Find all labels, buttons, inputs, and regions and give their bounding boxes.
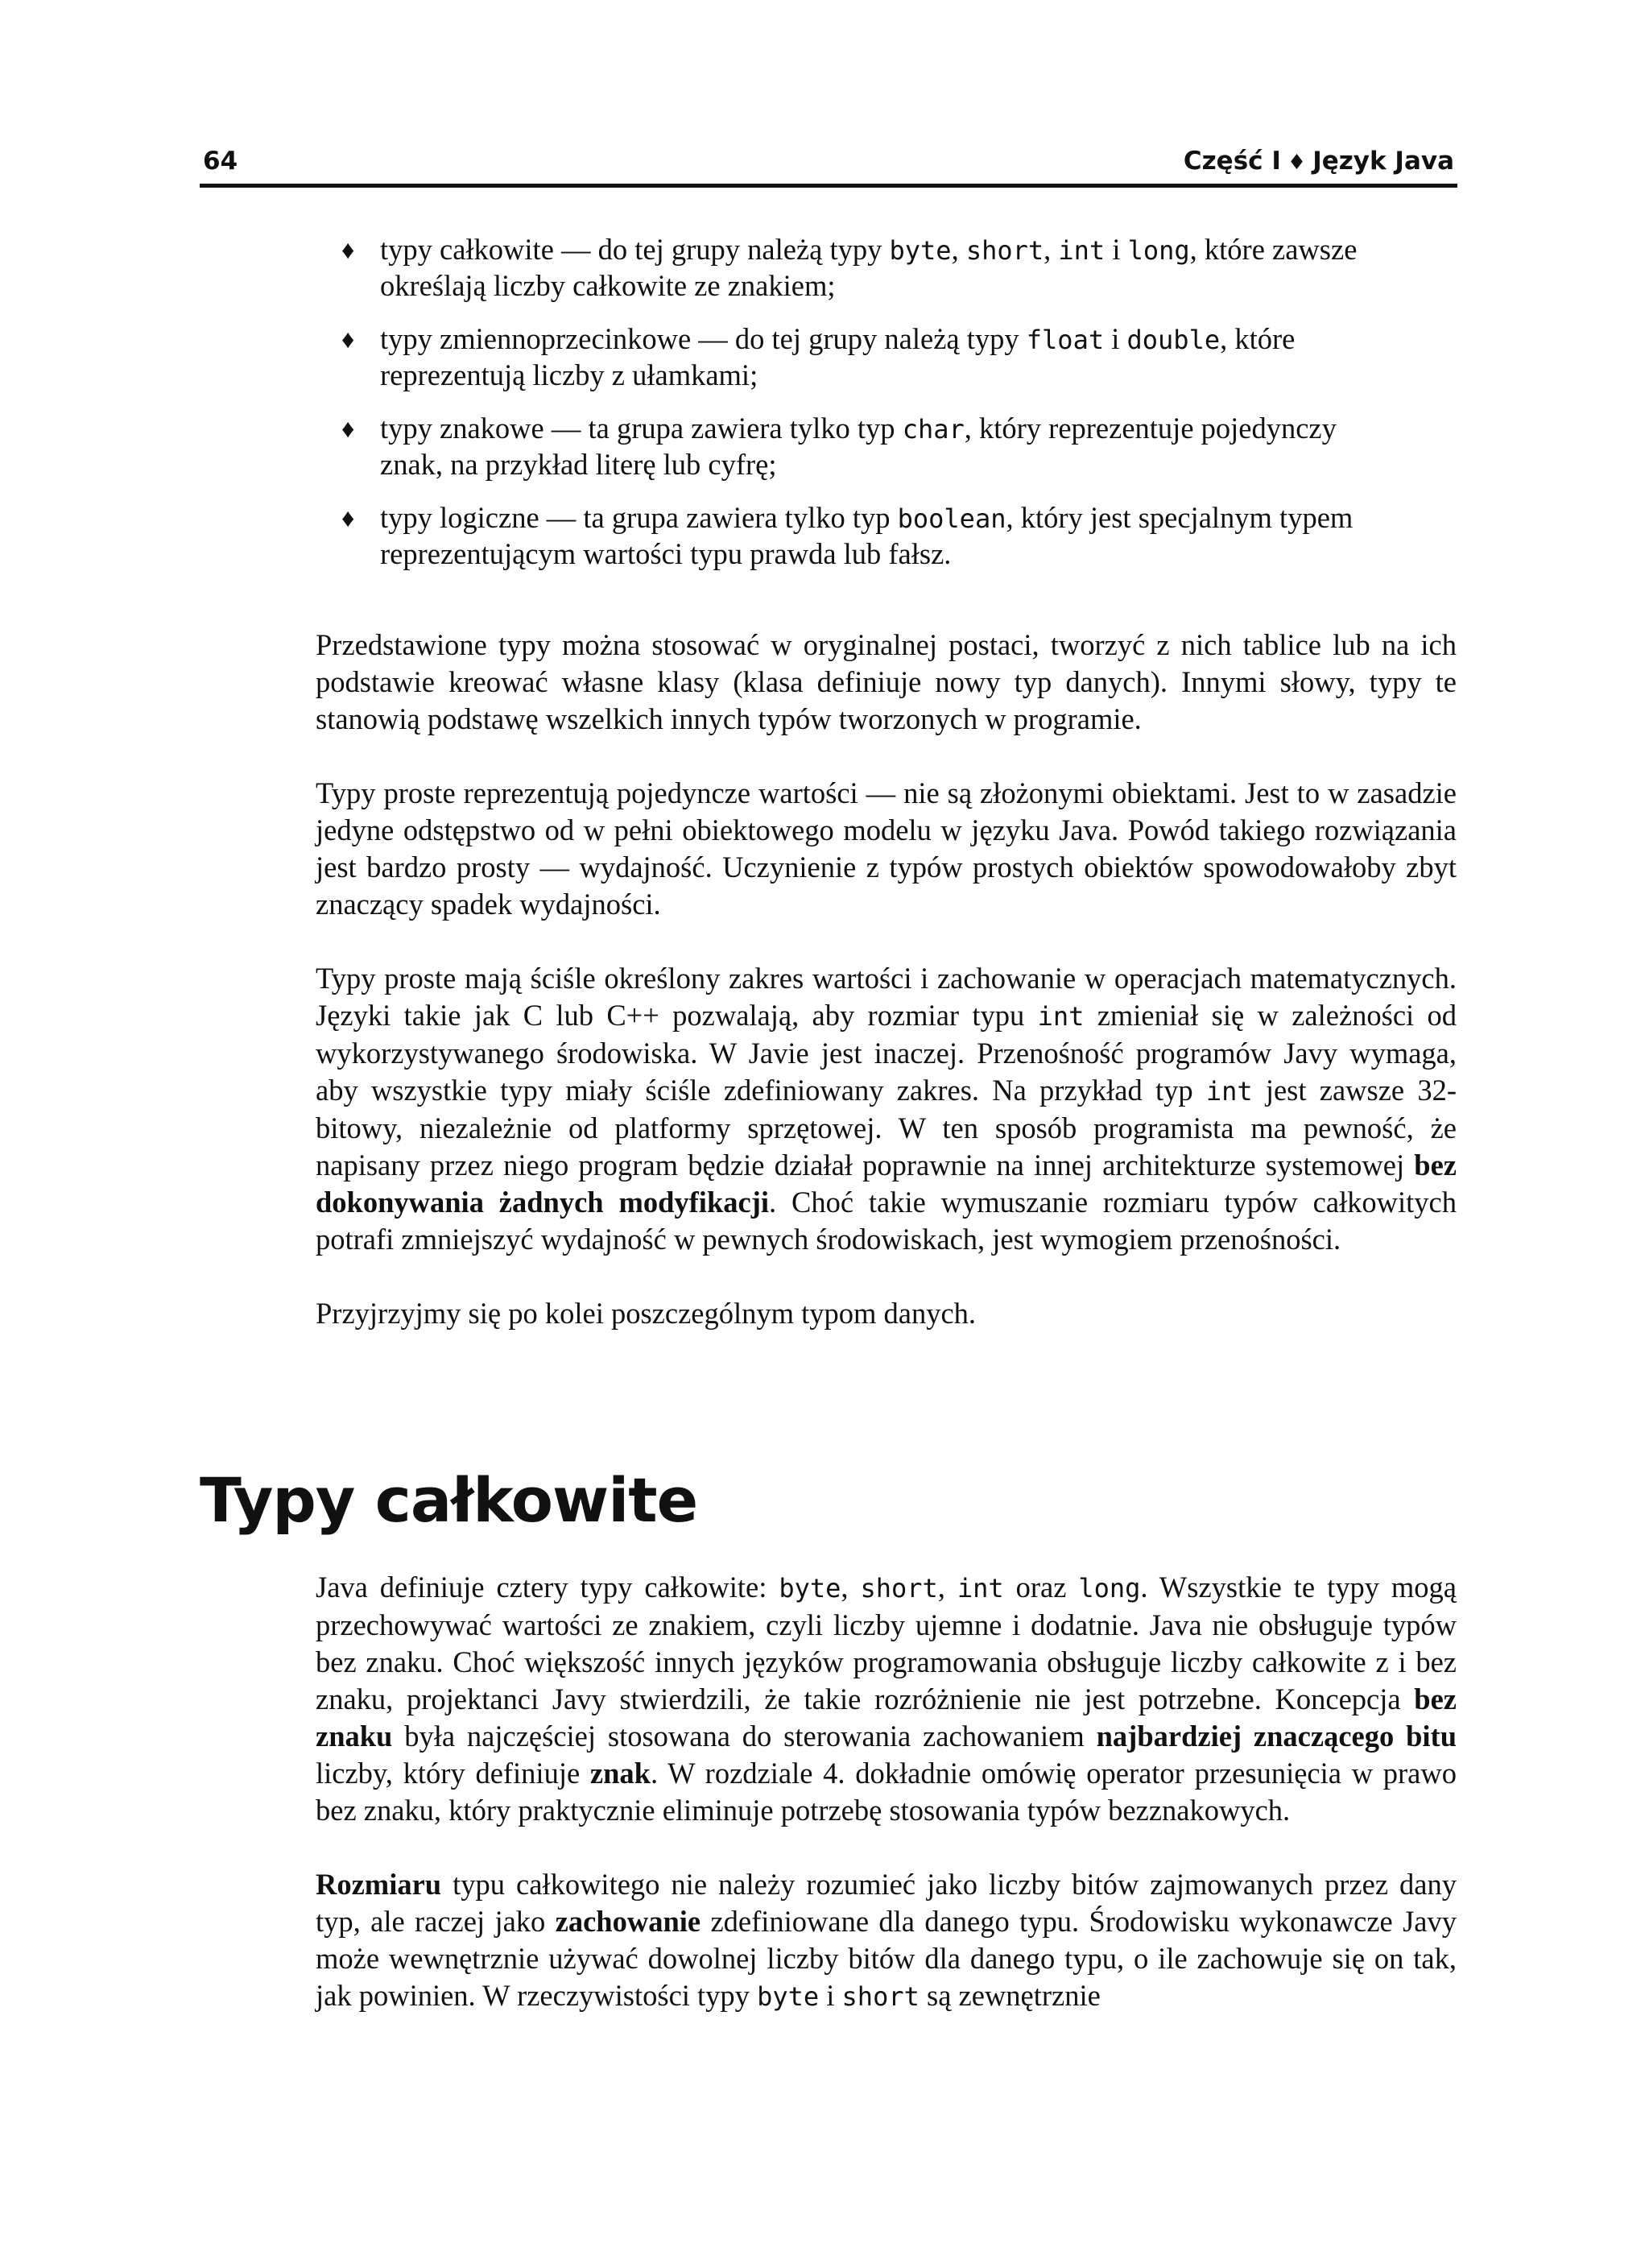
code-byte: byte — [757, 1981, 820, 2012]
list-text: i — [1105, 233, 1128, 266]
text-run: . Choć takie wymuszanie rozmiaru typów całkowitych potrafi zmniejszyć wydajność w pewnych środowiskach, jest wymogiem przenośności. — [316, 1186, 1457, 1256]
code-long: long — [1127, 235, 1190, 266]
code-float: float — [1026, 325, 1105, 355]
chapter-label: Język Java — [1312, 147, 1454, 176]
list-text: , który jest specjalnym typem reprezentującym wartości typu prawda lub fałsz. — [380, 501, 1354, 570]
code-char: char — [902, 414, 965, 445]
text-run: zdefiniowane dla danego typu. Środowisku wykonawcze Javy może wewnętrznie używać dowolnej liczby bitów dla danego typu, o ile zachowuje się on tak, jak powinien. W rzeczywistości typy — [316, 1905, 1457, 2012]
text-run: są zewnętrznie — [919, 1979, 1101, 2012]
text-run: , — [937, 1571, 957, 1604]
list-text: , które zawsze określają liczby całkowite ze znakiem; — [380, 233, 1358, 302]
paragraph — [316, 1866, 1457, 2015]
bold-text: najbardziej znaczącego bitu — [1096, 1720, 1457, 1753]
text-run: . Wszystkie te typy mogą przechowywać wartości ze znakiem, czyli liczby ujemne i dodatnie. Java nie obsługuje typów bez znaku. Choć większość innych języków programowania obsługuje liczby całkowite z i bez znaku, projektanci Javy stwierdzili, że takie rozróżnienie nie jest potrzebne. Koncepcja — [316, 1571, 1457, 1715]
list-item — [341, 500, 1391, 572]
running-header — [1184, 139, 1454, 185]
text-run: typu całkowitego nie należy rozumieć jako liczby bitów zajmowanych przez dany typ, ale raczej jako — [316, 1868, 1457, 1938]
code-int: int — [1037, 1001, 1085, 1032]
list-text: , który reprezentuje pojedynczy znak, na przykład literę lub cyfrę; — [380, 412, 1337, 481]
text-run: jest zawsze 32-bitowy, niezależnie od platformy sprzętowej. W ten sposób programista ma pewność, że napisany przez niego program będzie działał poprawnie na innej architekturze systemowej — [316, 1074, 1457, 1182]
section-heading: Typy całkowite — [200, 1464, 698, 1536]
code-int: int — [957, 1573, 1004, 1604]
code-short: short — [965, 235, 1044, 266]
paragraph — [316, 1569, 1457, 1829]
diamond-icon: ♦ — [1287, 151, 1307, 175]
paragraph: Typy proste reprezentują pojedyncze wartości — nie są złożonymi obiektami. Jest to w zasadzie jedyne odstępstwo od w pełni obiektowego modelu w języku Java. Powód takiego rozwiązania jest bardzo prosty — wydajność. Uczynienie z typów prostych obiektów spowodowałoby zbyt znaczący spadek wydajności. — [316, 776, 1457, 921]
paragraph: Przedstawione typy można stosować w oryginalnej postaci, tworzyć z nich tablice lub na ich podstawie kreować własne klasy (klasa definiuje nowy typ danych). Innymi słowy, typy te stanowią podstawę wszelkich innych typów tworzonych w programie. — [316, 628, 1457, 735]
text-run: oraz — [1003, 1571, 1079, 1604]
bold-text: bez znaku — [316, 1682, 1457, 1753]
paragraph — [316, 960, 1457, 1258]
code-boolean: boolean — [897, 503, 1006, 534]
page-header — [200, 139, 1457, 188]
type-list — [341, 232, 1391, 590]
list-item — [341, 232, 1391, 304]
text-run: . W rozdziale 4. dokładnie omówię operator przesunięcia w prawo bez znaku, który praktycznie eliminuje potrzebę stosowania typów bezznakowych. — [316, 1757, 1457, 1827]
code-double: double — [1126, 325, 1221, 355]
code-byte: byte — [889, 235, 952, 266]
text-run: Java definiuje cztery typy całkowite: — [316, 1571, 779, 1604]
diamond-bullet-icon: ♦ — [341, 235, 355, 264]
diamond-bullet-icon: ♦ — [341, 414, 355, 443]
bold-text: znak — [589, 1757, 651, 1790]
bold-text: zachowanie — [555, 1905, 701, 1938]
bold-text: Rozmiaru — [316, 1868, 442, 1901]
paragraph: Przyjrzyjmy się po kolei poszczególnym typom danych. — [316, 1297, 977, 1330]
code-short: short — [860, 1573, 938, 1604]
code-short: short — [841, 1981, 920, 2012]
section-body — [316, 1569, 1457, 2052]
list-text: i — [1104, 322, 1127, 355]
code-int: int — [1205, 1076, 1253, 1107]
bold-text: bez dokonywania żadnych modyfikacji — [316, 1148, 1457, 1219]
code-long: long — [1078, 1573, 1141, 1604]
body-text — [316, 627, 1457, 1369]
code-int: int — [1058, 235, 1106, 266]
list-text: typy znakowe — ta grupa zawiera tylko typ — [380, 412, 903, 445]
list-text: , — [1044, 233, 1059, 266]
part-label: Część I — [1183, 147, 1281, 176]
list-item — [341, 411, 1391, 482]
list-text: typy logiczne — ta grupa zawiera tylko typ — [380, 501, 898, 534]
text-run: zmieniał się w zależności od wykorzystywanego środowiska. W Javie jest inaczej. Przenośność programów Javy wymaga, aby wszystkie typy miały ściśle zdefiniowany zakres. Na przykład typ — [316, 999, 1457, 1107]
text-run: Typy proste mają ściśle określony zakres wartości i zachowanie w operacjach matematycznych. Języki takie jak C lub C++ pozwalają, aby rozmiar typu — [316, 962, 1457, 1032]
code-byte: byte — [779, 1573, 841, 1604]
text-run: , — [841, 1571, 861, 1604]
list-text: typy całkowite — do tej grupy należą typy — [380, 233, 890, 266]
text-run: liczby, który definiuje — [316, 1757, 590, 1790]
diamond-bullet-icon: ♦ — [341, 325, 355, 354]
diamond-bullet-icon: ♦ — [341, 503, 355, 532]
page-number: 64 — [203, 147, 238, 176]
list-text: typy zmiennoprzecinkowe — do tej grupy należą typy — [380, 322, 1027, 355]
list-text: , które reprezentują liczby z ułamkami; — [380, 322, 1296, 391]
text-run: była najczęściej stosowana do sterowania zachowaniem — [392, 1720, 1097, 1753]
list-text: , — [951, 233, 966, 266]
text-run: i — [819, 1979, 842, 2012]
list-item — [341, 321, 1391, 393]
